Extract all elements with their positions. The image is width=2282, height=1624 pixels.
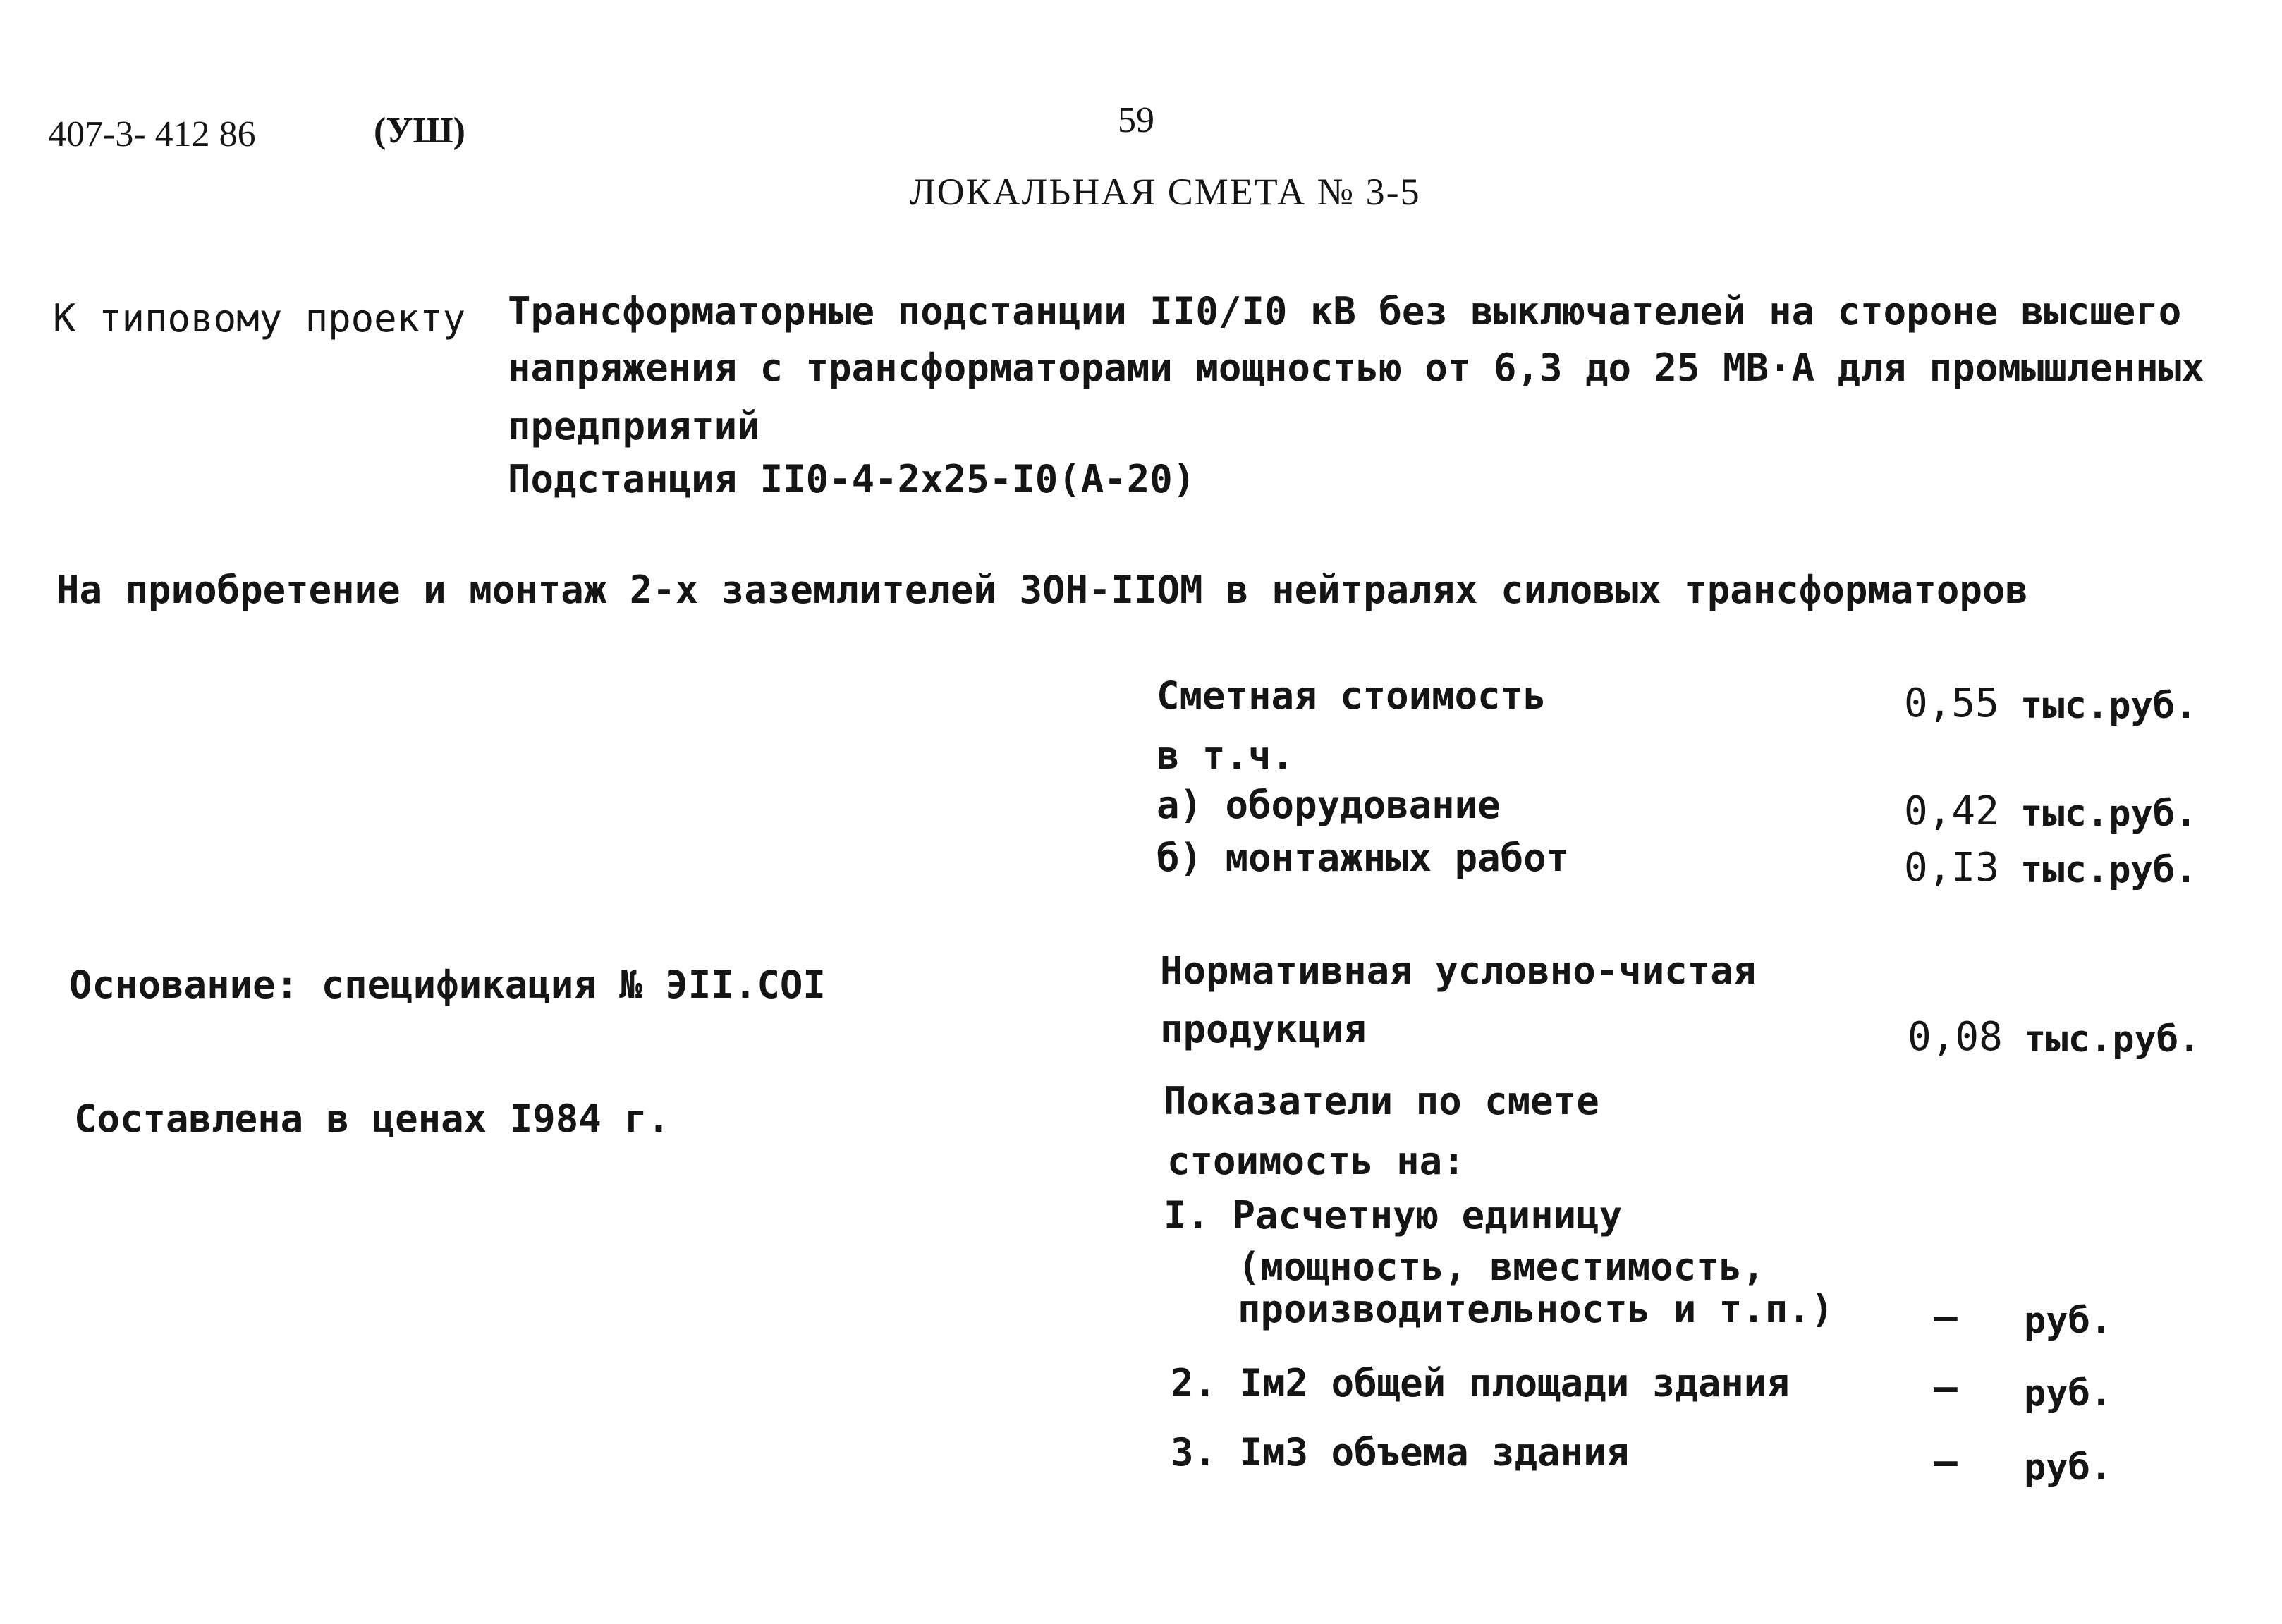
normative-label-line1: Нормативная условно-чистая — [1160, 948, 1757, 993]
installation-value: 0,I3 — [1904, 845, 1999, 891]
indicator-volume-value: – — [1934, 1439, 1958, 1484]
indicator-unit-label: I. Расчетную единицу — [1164, 1193, 1623, 1238]
cost-value: 0,55 — [1904, 680, 1999, 726]
cost-unit: тыс.руб. — [2020, 685, 2197, 727]
project-line-1: Трансформаторные подстанции II0/I0 кВ без выключателей на стороне высшего — [508, 289, 2182, 334]
equipment-unit: тыс.руб. — [2020, 793, 2197, 835]
indicator-area-label: 2. Iм2 общей площади здания — [1171, 1361, 1790, 1405]
indicators-label-line2: стоимость на: — [1167, 1139, 1465, 1183]
price-year: Составлена в ценах I984 г. — [74, 1097, 671, 1141]
installation-label: б) монтажных работ — [1157, 836, 1570, 880]
estimate-basis: Основание: спецификация № ЭII.СОI — [69, 963, 826, 1007]
album-number: (УШ) — [374, 111, 465, 151]
indicator-unit-sub2: производительность и т.п.) — [1238, 1287, 1834, 1331]
page-number: 59 — [1118, 100, 1154, 140]
project-line-2: напряжения с трансформаторами мощностью от 6,3 до 25 МВ·А для промышленных — [508, 346, 2204, 390]
indicator-unit-sub1: (мощность, вместимость, — [1238, 1245, 1765, 1289]
indicator-unit-unit: руб. — [2024, 1300, 2113, 1342]
substation-name: Подстанция II0-4-2x25-I0(А-20) — [508, 457, 1196, 501]
indicator-unit-value: – — [1934, 1294, 1958, 1340]
project-line-3: предприятий — [508, 404, 760, 448]
project-label: К типовому проекту — [53, 296, 466, 341]
normative-unit: тыс.руб. — [2024, 1018, 2201, 1061]
indicator-volume-unit: руб. — [2024, 1446, 2113, 1489]
indicator-area-value: – — [1934, 1364, 1958, 1410]
document-code: 407-3- 412 86 — [48, 114, 256, 154]
normative-value: 0,08 — [1908, 1014, 2003, 1060]
cost-label: Сметная стоимость — [1157, 673, 1546, 718]
estimate-subject: На приобретение и монтаж 2-х заземлителей ЗОН-IIОМ в нейтралях силовых трансформаторов — [56, 568, 2028, 612]
indicator-volume-label: 3. Iм3 объема здания — [1171, 1430, 1630, 1475]
installation-unit: тыс.руб. — [2020, 849, 2197, 891]
equipment-value: 0,42 — [1904, 788, 1999, 834]
indicator-area-unit: руб. — [2024, 1372, 2113, 1415]
cost-including-label: в т.ч. — [1157, 733, 1295, 778]
indicators-label-line1: Показатели по смете — [1164, 1079, 1599, 1123]
normative-label-line2: продукция — [1160, 1007, 1367, 1051]
estimate-title: ЛОКАЛЬНАЯ СМЕТА № 3-5 — [910, 171, 1421, 213]
equipment-label: а) оборудование — [1157, 783, 1501, 827]
